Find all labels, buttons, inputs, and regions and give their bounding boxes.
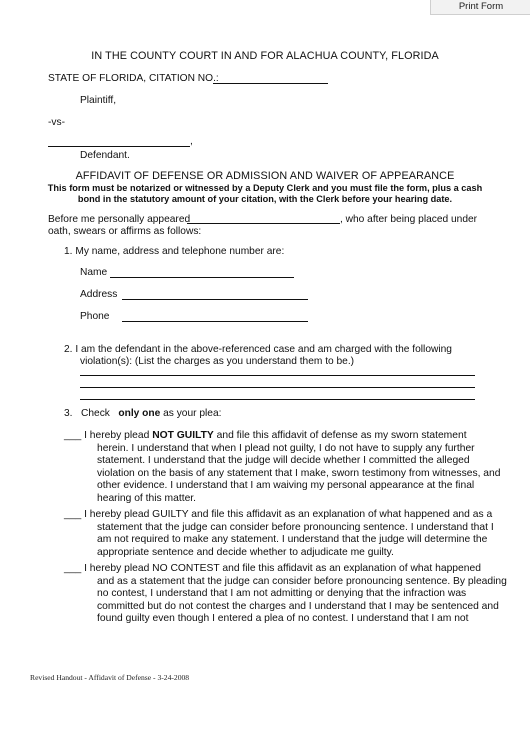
citation-number-field[interactable] (213, 83, 328, 84)
no-contest-line-1: and as a statement that the judge can consider before pronouncing sentence. By pleading (97, 575, 507, 587)
print-form-button[interactable]: Print Form (430, 0, 530, 15)
no-contest-checkbox[interactable]: ___ (64, 563, 82, 574)
item3-only-one: only one (118, 408, 161, 419)
phone-field[interactable] (122, 321, 308, 322)
guilty-line-2: am not required to make any statement. I understand that the judge will determine the (97, 534, 488, 545)
intro-before: Before me personally appeared (48, 214, 191, 225)
charges-line-1[interactable] (80, 375, 475, 376)
address-field[interactable] (122, 299, 308, 300)
charges-line-3[interactable] (80, 399, 475, 400)
plaintiff-label: Plaintiff, (80, 95, 117, 106)
defendant-label: Defendant. (80, 150, 130, 161)
plea-no-contest-option (64, 563, 481, 575)
not-guilty-pre: I hereby plead (84, 430, 153, 441)
notice-line-2: bond in the statutory amount of your citation, with the Clerk before your hearing date. (77, 194, 453, 204)
address-label: Address (80, 289, 118, 300)
footer-revision: Revised Handout - Affidavit of Defense - 3-24-2008 (30, 673, 190, 682)
notice-line-1: This form must be notarized or witnessed by a Deputy Clerk and you must file the form, plus a cash (47, 183, 483, 193)
not-guilty-line-2: statement. I understand that the judge will decide whether I committed the alleged (97, 455, 470, 466)
guilty-checkbox[interactable]: ___ (64, 509, 82, 520)
document-title: AFFIDAVIT OF DEFENSE OR ADMISSION AND WAIVER OF APPEARANCE (75, 170, 455, 182)
court-heading: IN THE COUNTY COURT IN AND FOR ALACHUA COUNTY, FLORIDA (91, 50, 439, 62)
not-guilty-line-5: hearing of this matter. (97, 492, 197, 504)
defendant-comma: , (190, 136, 193, 147)
no-contest-line-2: no contest, I understand that I am not admitting or denying that the infraction was (97, 588, 467, 599)
not-guilty-bold: NOT GUILTY (152, 430, 214, 441)
affiant-name-field[interactable] (187, 223, 340, 224)
item1-text: 1. My name, address and telephone number are: (64, 246, 285, 257)
guilty-line-1: statement that the judge can consider before pronouncing sentence. I understand that I (97, 521, 494, 533)
intro-after: , who after being placed under (340, 214, 478, 225)
plea-not-guilty-option (64, 430, 467, 442)
item3-check: Check (81, 408, 110, 419)
item2-line-1: 2. I am the defendant in the above-referenced case and am charged with the following (64, 344, 452, 355)
phone-label: Phone (80, 311, 110, 322)
name-field[interactable] (110, 277, 294, 278)
state-citation-label: STATE OF FLORIDA, CITATION NO.: (48, 73, 219, 84)
no-contest-line-4: found guilty even though I entered a plea of no contest. I understand that I am not (97, 613, 469, 624)
item2-line-2: violation(s): (List the charges as you understand them to be.) (80, 356, 355, 367)
name-label: Name (80, 267, 108, 278)
guilty-first: I hereby plead GUILTY and file this affidavit as an explanation of what happened and as a (84, 509, 493, 520)
item3-number: 3. (64, 408, 73, 419)
defendant-name-field[interactable] (48, 146, 190, 147)
not-guilty-line-1: herein. I understand that when I plead not guilty, I do not have to supply any further (97, 442, 475, 454)
not-guilty-line-4: other evidence. I understand that I am waiving my personal appearance at the final (97, 480, 475, 491)
no-contest-first: I hereby plead NO CONTEST and file this affidavit as an explanation of what happened (84, 563, 481, 574)
not-guilty-line-3: violation on the basis of any statement that I make, sworn testimony from witnesses, and (97, 467, 501, 479)
guilty-line-3: appropriate sentence and decide whether to adjudicate me guilty. (97, 546, 394, 558)
plea-guilty-option (64, 509, 492, 521)
no-contest-line-3: committed but do not contest the charges and I understand that I may be sentenced and (97, 600, 499, 612)
vs-label: -vs- (48, 117, 65, 128)
not-guilty-post: and file this affidavit of defense as my sworn statement (213, 430, 467, 441)
not-guilty-checkbox[interactable]: ___ (64, 430, 82, 441)
item3-heading (64, 408, 221, 419)
charges-line-2[interactable] (80, 387, 475, 388)
intro-line-2: oath, swears or affirms as follows: (48, 226, 202, 237)
item3-as-plea: as your plea: (163, 408, 222, 419)
